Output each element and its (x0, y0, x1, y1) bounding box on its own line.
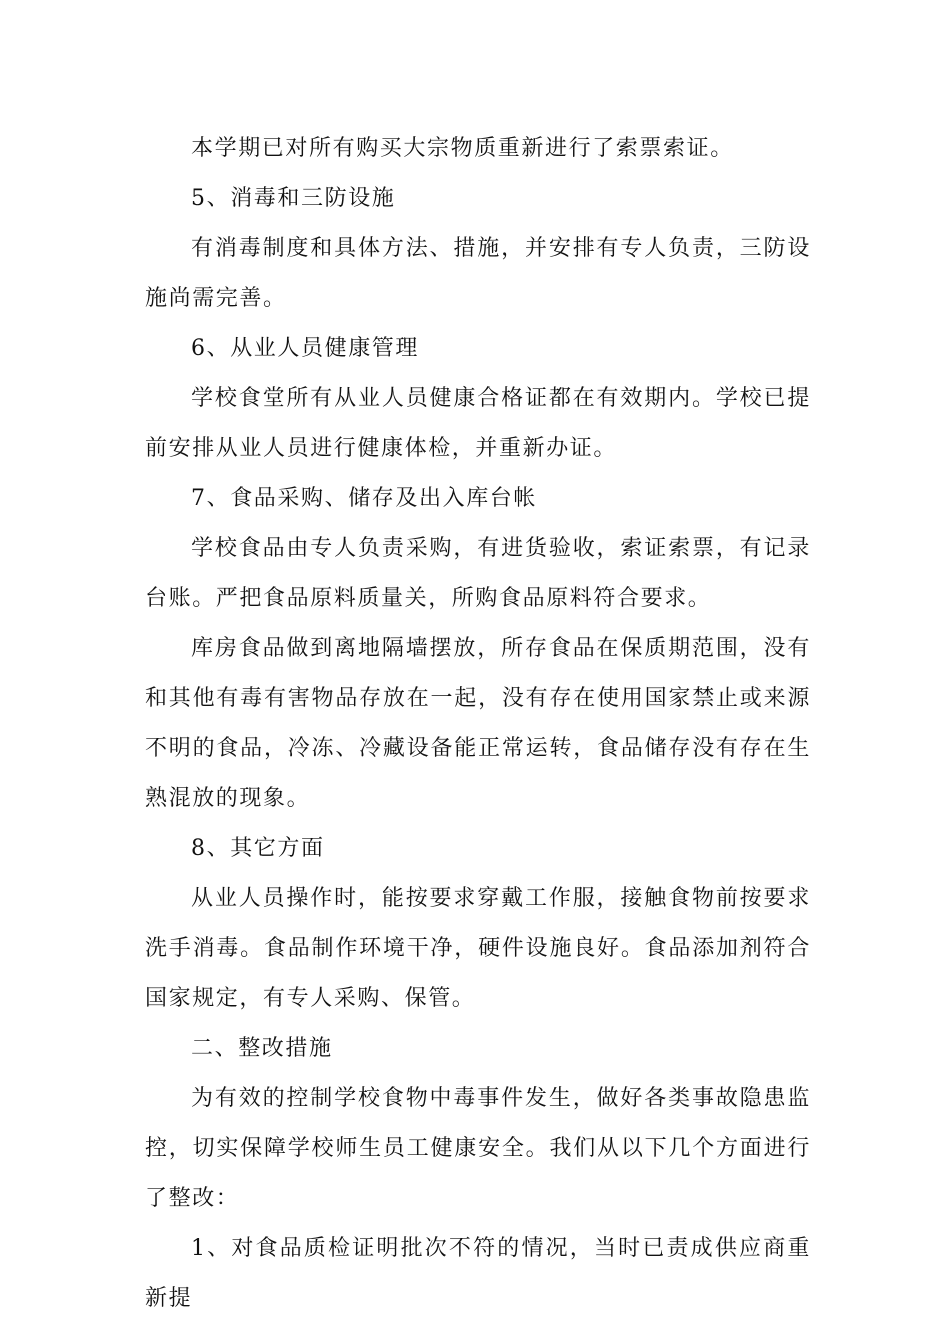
paragraph-food-procurement: 学校食品由专人负责采购，有进货验收，索证索票，有记录台账。严把食品原料质量关，所购食品原料符合要求。 (145, 536, 811, 611)
document-body (145, 124, 811, 1324)
heading-disinfection: 5、消毒和三防设施 (191, 186, 396, 211)
paragraph-disinfection: 有消毒制度和具体方法、措施，并安排有专人负责，三防设施尚需完善。 (145, 236, 811, 311)
heading-other-aspects: 8、其它方面 (191, 836, 325, 861)
paragraph-storage: 库房食品做到离地隔墙摆放，所存食品在保质期范围，没有和其他有毒有害物品存放在一起，没有存在使用国家禁止或来源不明的食品，冷冻、冷藏设备能正常运转，食品储存没有存在生熟混放的现象。 (145, 636, 811, 811)
paragraph-other-aspects: 从业人员操作时，能按要求穿戴工作服，接触食物前按要求洗手消毒。食品制作环境干净，硬件设施良好。食品添加剂符合国家规定，有专人采购、保管。 (145, 886, 811, 1011)
paragraph-receipt-verification: 本学期已对所有购买大宗物质重新进行了索票索证。 (191, 136, 734, 161)
heading-rectification: 二、整改措施 (191, 1036, 333, 1061)
paragraph-staff-health: 学校食堂所有从业人员健康合格证都在有效期内。学校已提前安排从业人员进行健康体检，并重新办证。 (145, 386, 811, 461)
paragraph-rectification-intro: 为有效的控制学校食物中毒事件发生，做好各类事故隐患监控，切实保障学校师生员工健康安全。我们从以下几个方面进行了整改： (145, 1086, 811, 1211)
heading-food-procurement: 7、食品采购、储存及出入库台帐 (191, 486, 537, 511)
heading-staff-health: 6、从业人员健康管理 (191, 336, 419, 361)
paragraph-rectification-item-1: 1、对食品质检证明批次不符的情况，当时已责成供应商重新提 (145, 1236, 811, 1311)
